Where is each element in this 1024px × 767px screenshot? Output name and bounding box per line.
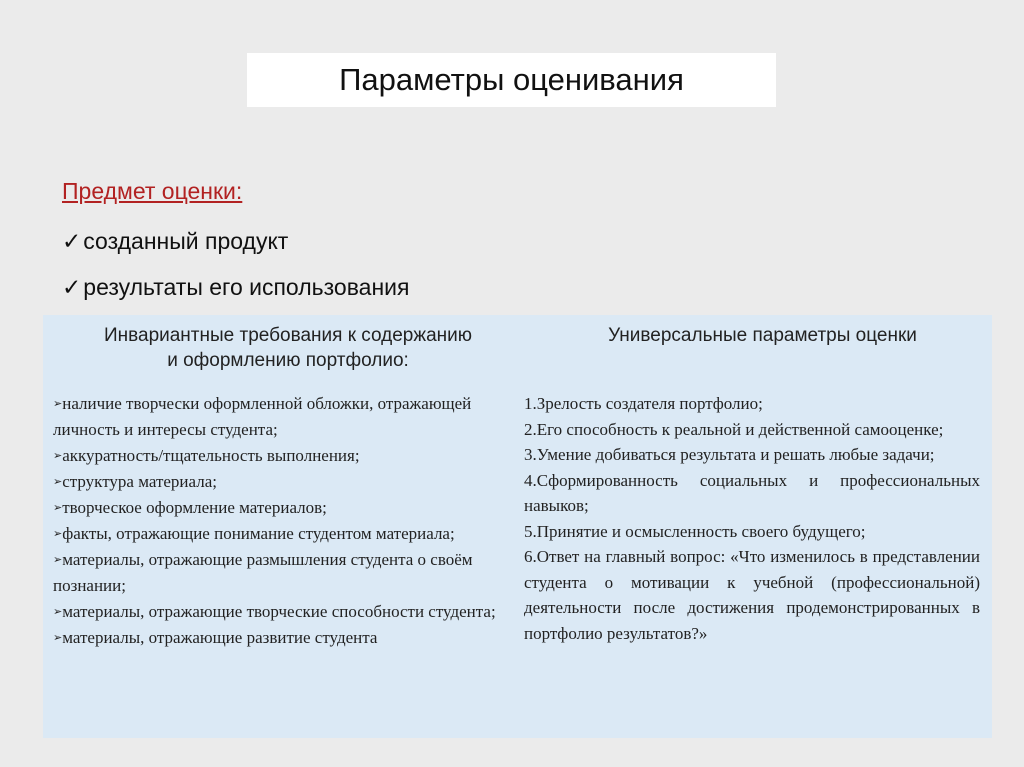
list-item: 4.Сформированность социальных и профессиональных навыков; xyxy=(524,470,980,515)
list-item: ➢структура материала; xyxy=(53,472,217,491)
left-header-line: и оформлению портфолио: xyxy=(167,350,409,371)
list-item: ➢материалы, отражающие творческие способности студента; xyxy=(53,602,496,621)
left-column-list xyxy=(53,391,513,651)
list-item: ➢аккуратность/тщательность выполнения; xyxy=(53,446,360,465)
check-icon: ✓ xyxy=(62,274,82,300)
page-title: Параметры оценивания xyxy=(339,62,684,97)
arrow-bullet-icon: ➢ xyxy=(53,476,63,488)
subject-item-text: результаты его использования xyxy=(83,274,410,300)
list-item: 5.Принятие и осмысленность своего будущего; xyxy=(524,521,866,541)
subject-item xyxy=(62,228,288,255)
criteria-table xyxy=(43,315,992,738)
list-item: 3.Умение добиваться результата и решать любые задачи; xyxy=(524,445,935,464)
list-item: ➢материалы, отражающие развитие студента xyxy=(53,628,378,647)
arrow-bullet-icon: ➢ xyxy=(53,450,63,462)
arrow-bullet-icon: ➢ xyxy=(53,398,63,410)
right-column-list xyxy=(524,391,980,646)
arrow-bullet-icon: ➢ xyxy=(53,632,63,644)
check-icon: ✓ xyxy=(62,228,82,254)
arrow-bullet-icon: ➢ xyxy=(53,528,63,540)
list-item: ➢наличие творчески оформленной обложки, отражающей личность и интересы студента; xyxy=(53,394,472,439)
list-item: ➢материалы, отражающие размышления студента о своём познании; xyxy=(53,550,473,595)
subject-heading: Предмет оценки: xyxy=(62,178,243,204)
title-box xyxy=(247,53,776,107)
list-item: ➢факты, отражающие понимание студентом материала; xyxy=(53,524,455,543)
arrow-bullet-icon: ➢ xyxy=(53,606,63,618)
arrow-bullet-icon: ➢ xyxy=(53,502,63,514)
list-item: 2.Его способность к реальной и действенной самооценке; xyxy=(524,419,944,439)
right-column-header: Универсальные параметры оценки xyxy=(608,325,917,346)
list-item: ➢творческое оформление материалов; xyxy=(53,498,327,517)
list-item: 6.Ответ на главный вопрос: «Что изменилось в представлении студента о мотивации к учебной (профессиональной) деятельности после достижения продемонстрированных в портфолио результатов?» xyxy=(524,547,980,643)
subject-item-text: созданный продукт xyxy=(83,228,289,254)
arrow-bullet-icon: ➢ xyxy=(53,554,63,566)
left-column-header xyxy=(43,323,533,373)
left-header-line: Инвариантные требования к содержанию xyxy=(103,325,473,346)
list-item: 1.Зрелость создателя портфолио; xyxy=(524,394,763,413)
subject-item xyxy=(62,274,409,301)
